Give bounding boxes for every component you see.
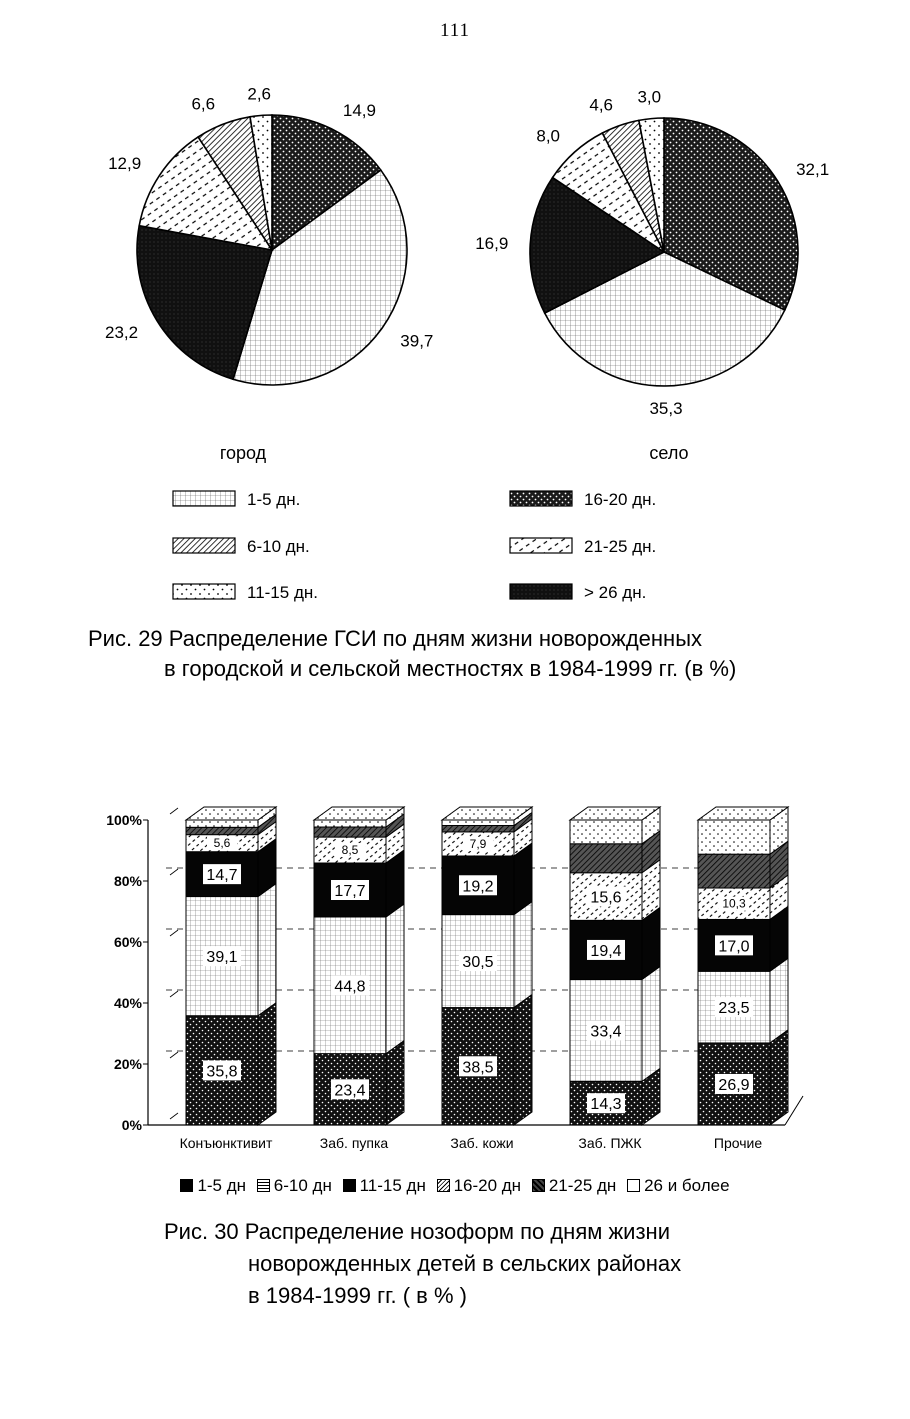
legend-label: 11-15 дн (359, 1176, 426, 1195)
depth-tick (170, 1052, 178, 1058)
bar-segment (442, 825, 514, 831)
data-label: 14,7 (206, 867, 238, 885)
stacked-bar-chart (0, 780, 910, 1170)
depth-tick (170, 930, 178, 936)
legend-swatch (437, 1179, 450, 1192)
bar-chart-bars (186, 807, 788, 1125)
pie-charts-figure (0, 60, 910, 620)
data-label: 26,9 (718, 1076, 750, 1094)
bar-legend-item-1-5 (180, 1176, 246, 1196)
pie-slice-label: 23,2 (105, 322, 139, 342)
legend-label: 11-15 дн. (247, 583, 318, 602)
bar-segment (570, 820, 642, 844)
figure-29-caption (88, 624, 848, 684)
data-label: 10,3 (722, 896, 746, 911)
pie-slice-label: 4,6 (589, 95, 613, 115)
figure-30-caption (164, 1216, 864, 1312)
bar-legend-item-6-10 (257, 1176, 332, 1196)
legend-swatch (532, 1179, 545, 1192)
legend-label: 16-20 дн (453, 1176, 522, 1195)
bar-segment (698, 820, 770, 854)
bar-segment (186, 827, 258, 834)
data-label: 7,9 (469, 836, 487, 851)
category-label: Заб. ПЖК (578, 1135, 642, 1151)
page-number: 111 (439, 20, 471, 41)
depth-tick (170, 869, 178, 875)
legend-label: > 26 дн. (584, 583, 647, 602)
bar-segment-side (642, 967, 660, 1082)
bar-legend (0, 1176, 910, 1196)
depth-tick (170, 808, 178, 814)
data-label: 15,6 (590, 889, 622, 907)
legend-swatch (343, 1179, 356, 1192)
category-label: Заб. пупка (319, 1135, 389, 1151)
legend-label: 26 и более (644, 1176, 730, 1195)
bar-segment-side (770, 958, 788, 1043)
y-tick-label: 20% (113, 1056, 142, 1072)
pie-chart-village (475, 88, 829, 418)
y-tick-label: 0% (121, 1117, 142, 1133)
bar-legend-item-21-25 (532, 1176, 617, 1196)
bar-segment-side (770, 1030, 788, 1125)
pie-slice-label: 16,9 (475, 233, 509, 253)
legend-item-1-5 (173, 490, 300, 509)
legend-label: 6-10 дн. (247, 537, 310, 556)
data-label: 19,4 (590, 942, 622, 960)
data-label: 19,2 (462, 878, 494, 896)
caption-line: в 1984-1999 гг. ( в % ) (248, 1283, 467, 1308)
data-label: 39,1 (206, 949, 238, 967)
legend-label: 1-5 дн (197, 1176, 247, 1195)
bar-segment-side (514, 995, 532, 1125)
bar-segment (314, 827, 386, 837)
data-label: 38,5 (462, 1059, 494, 1077)
legend-item-21-25 (510, 537, 656, 556)
depth-tick (170, 991, 178, 997)
legend-swatch (180, 1179, 193, 1192)
data-label: 44,8 (334, 978, 366, 996)
bar-segment (698, 854, 770, 888)
y-tick-label: 60% (113, 934, 142, 950)
bar-legend-item-16-20 (437, 1176, 522, 1196)
pie-chart-city (105, 85, 433, 386)
caption-line: новорожденных детей в сельских районах (248, 1251, 682, 1276)
bar-segment (442, 820, 514, 825)
legend-swatch (627, 1179, 640, 1192)
bar-segment-side (258, 1003, 276, 1125)
legend-item-16-20 (510, 490, 656, 509)
y-tick-label: 40% (113, 995, 142, 1011)
data-label: 17,0 (718, 938, 750, 956)
bar-segment-side (386, 1041, 404, 1125)
category-label: Заб. кожи (450, 1135, 514, 1151)
data-label: 8,5 (341, 843, 359, 858)
data-label: 35,8 (206, 1063, 238, 1081)
caption-line: Рис. 30 Распределение нозоформ по дням жизни (164, 1219, 670, 1244)
y-tick-label: 100% (106, 812, 142, 828)
legend-swatch (257, 1179, 270, 1192)
pie-slice-label: 14,9 (342, 100, 376, 120)
legend-label: 6-10 дн (273, 1176, 332, 1195)
bar-legend-item-26-plus (627, 1176, 730, 1196)
data-label: 33,4 (590, 1023, 622, 1041)
pie-slice-label: 35,3 (649, 399, 683, 418)
legend-label: 21-25 дн. (584, 537, 657, 556)
bar-segment-side (514, 902, 532, 1008)
data-label: 17,7 (334, 882, 366, 900)
pie-slice-label: 2,6 (247, 84, 272, 104)
pie-slice-label: 12,9 (108, 154, 142, 174)
legend-label: 21-25 дн (548, 1176, 617, 1195)
pie-legend (173, 490, 656, 602)
category-label: Конъюнктивит (179, 1135, 273, 1151)
bar-legend-item-11-15 (343, 1176, 426, 1196)
y-tick-label: 80% (113, 873, 142, 889)
pie-slice-label: 8,0 (536, 126, 560, 146)
bar-segment (314, 820, 386, 827)
bar-segment (186, 820, 258, 827)
pie-slice-label: 3,0 (637, 87, 662, 107)
data-label: 23,4 (334, 1082, 366, 1100)
legend-label: 1-5 дн. (247, 490, 301, 509)
bar-segment-side (386, 904, 404, 1054)
pie-slice-label: 32,1 (796, 160, 830, 179)
data-label: 5,6 (213, 836, 231, 851)
pie-title-village: село (649, 443, 689, 463)
caption-line: в городской и сельской местностях в 1984-1999 гг. (в %) (164, 656, 737, 681)
caption-line: Рис. 29 Распределение ГСИ по дням жизни новорожденных (88, 626, 703, 651)
pie-title-city: город (219, 443, 267, 463)
bar-segment (570, 844, 642, 873)
legend-item-11-15 (173, 583, 318, 602)
category-label: Прочие (713, 1135, 763, 1151)
legend-item-26-plus (510, 583, 646, 602)
legend-item-6-10 (173, 537, 310, 556)
data-label: 23,5 (718, 1000, 750, 1018)
legend-label: 16-20 дн. (584, 490, 657, 509)
data-label: 30,5 (462, 954, 494, 972)
bar-segment-side (258, 884, 276, 1016)
pie-slice-label: 6,6 (191, 94, 216, 114)
bar-chart-categories (180, 1135, 763, 1151)
pie-slice-label: 39,7 (400, 331, 434, 351)
depth-tick (170, 1113, 178, 1119)
data-label: 14,3 (590, 1096, 622, 1114)
